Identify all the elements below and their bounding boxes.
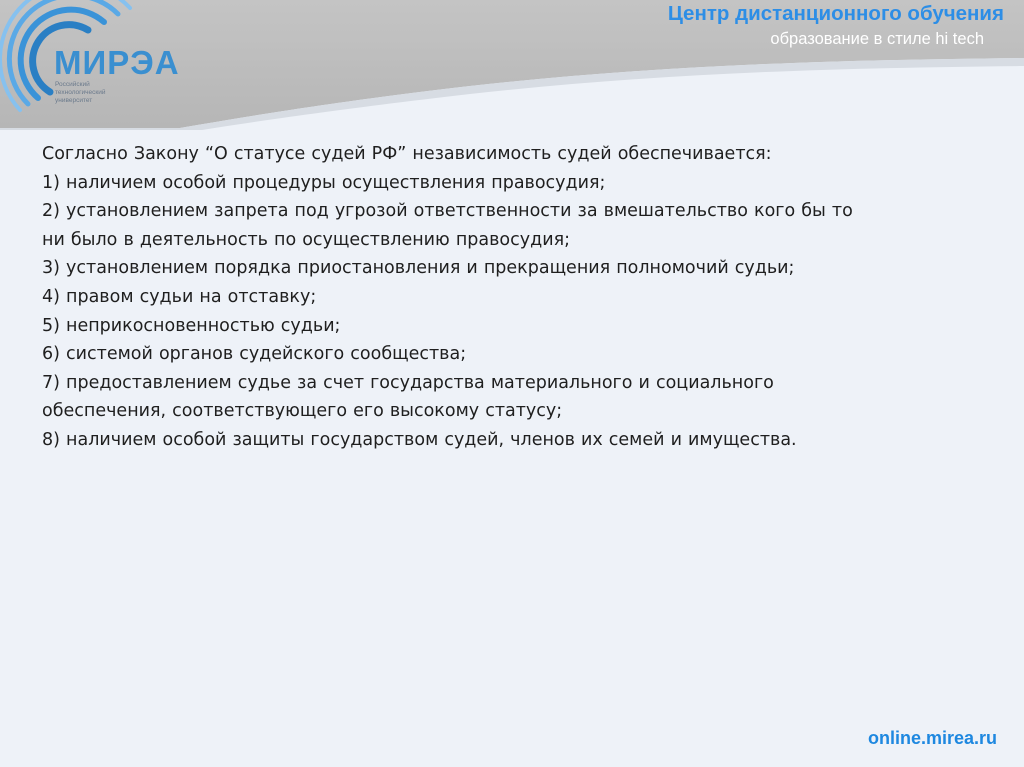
intro-line: Согласно Закону “О статусе судей РФ” независимость судей обеспечивается: [42, 144, 772, 164]
list-item: 5) неприкосновенностью судьи; [42, 315, 341, 336]
list-item-continuation: ни было в деятельность по осуществлению правосудия; [42, 229, 571, 250]
center-subtitle: образование в стиле hi tech [770, 30, 984, 48]
center-title: Центр дистанционного обучения [667, 2, 1004, 25]
logo-subtitle: Российский технологический университет [55, 81, 106, 104]
list-item: 4) правом судьи на отставку; [42, 286, 317, 307]
logo-wordmark: МИРЭА [54, 44, 180, 81]
list-item-continuation: обеспечения, соответствующего его высокому статусу; [42, 401, 563, 422]
list-item: 1) наличием особой процедуры осуществления правосудия; [42, 172, 606, 193]
list-item: 7) предоставлением судье за счет государства материального и социального [42, 372, 774, 393]
slide-body-text [42, 140, 1002, 455]
list-item: 3) установлением порядка приостановления и прекращения полномочий судьи; [42, 258, 795, 279]
list-item: 6) системой органов судейского сообщества; [42, 344, 467, 365]
list-item: 2) установлением запрета под угрозой ответственности за вмешательство кого бы то [42, 201, 853, 222]
mirea-logo [0, 0, 200, 120]
list-item: 8) наличием особой защиты государством судей, членов их семей и имущества. [42, 429, 797, 450]
footer-url: online.mirea.ru [867, 728, 997, 748]
